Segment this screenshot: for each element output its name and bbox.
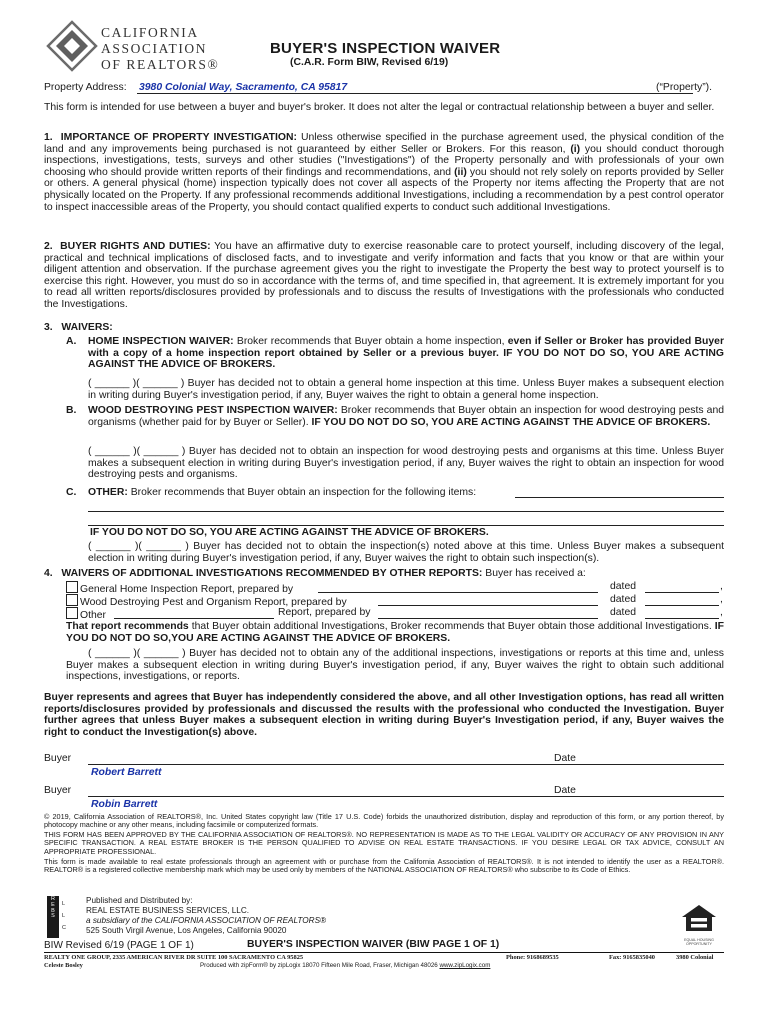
section-4-heading: WAIVERS OF ADDITIONAL INVESTIGATIONS RECOMMENDED BY OTHER REPORTS: [61,568,483,579]
report-preparer-line[interactable] [318,592,598,593]
zipform-link[interactable]: www.zipLogix.com [439,962,491,969]
office-fax: Fax: 9165835040 [609,954,655,961]
property-suffix: (“Property”). [656,82,712,93]
section-4-waiver [66,648,724,683]
rebs-letter: L [62,913,66,919]
office-address: REALTY ONE GROUP, 2335 AMERICAN RIVER DR SUITE 100 SACRAMENTO CA 95825 [44,954,304,961]
report-dated-label: dated [610,594,637,605]
report-date-line[interactable] [645,618,719,619]
rebs-logo [47,896,75,938]
equal-housing-icon [679,903,719,933]
section-3-heading: WAIVERS: [61,322,113,333]
report-other-line[interactable] [114,618,274,619]
date-label: Date [554,785,576,796]
comma: , [720,594,723,605]
buyer-name: Robin Barrett [91,799,158,810]
org-line: ASSOCIATION [101,41,208,56]
section-3c-heading: OTHER: [88,487,128,498]
section-2-number: 2. [44,241,53,252]
section-3b-warning: IF YOU DO NOT DO SO, YOU ARE ACTING AGAINST THE ADVICE OF BROKERS. [311,416,711,428]
section-3b-waiver-text: Buyer has decided not to obtain an inspection for wood destroying pests and organisms at this time. Unless Buyer makes a subsequent election in writing during Buyer's investigation period, if any, Buyer waives the right to obtain an inspection for wood destroying pests and organisms. [88,446,724,481]
property-address-label: Property Address: [44,82,127,93]
rebs-letter: R [51,896,55,902]
section-1-text: you should conduct thorough inspections, investigations, tests, surveys and other studies ("Investigations") of the Property personally and with professionals of your own choosing who should provide written reports of their findings and recommendations, and [44,143,724,178]
section-4-recommends-text: that Buyer obtain additional Investigations, Broker recommends that Buyer obtain those additional Investigations. [191,621,712,632]
report-date-line[interactable] [645,592,719,593]
signature-label: Buyer [44,785,72,796]
publisher-info [86,896,326,936]
date-line[interactable] [582,796,724,797]
publisher-line [86,916,326,926]
signature-label: Buyer [44,753,72,764]
signature-row [44,785,724,815]
report-label: General Home Inspection Report, prepared by [80,584,294,595]
org-line: OF REALTORS® [101,57,220,72]
section-3c-warning: IF YOU DO NOT DO SO, YOU ARE ACTING AGAINST THE ADVICE OF BROKERS. [90,527,489,538]
section-1-text: Unless otherwise specified in the purchase agreement used, the physical condition of the land and any improvements being purchased is not guaranteed by either Seller or Brokers. For this reason, [44,132,724,155]
section-3a-warning: even if Seller or Broker has provided Buyer with a copy of a home inspection report obtained by Seller or a previous buyer. IF YOU DO NOT DO SO, YOU ARE ACTING AGAINST THE ADVICE OF BROKERS. [88,336,724,371]
section-3c-waiver [88,541,724,564]
footer-row [44,938,724,952]
date-line[interactable] [582,764,724,765]
section-3a-heading: HOME INSPECTION WAIVER: [88,336,234,347]
section-2 [44,241,724,311]
report-row [66,594,726,607]
section-2-text: You have an affirmative duty to exercise reasonable care to protect yourself, including discovery of the legal, practical and technical implications of disclosed facts, and to investigate and verify information and facts that you know or that are within your diligent attention and observation. If the purchase agreement gives you the right to investigate the Property the best way to protect yourself is to exercise this right. However, you must do so in accordance with the terms of, and time specified in, that agreement. It is extremely important for you to read all written reports/disclosures provided by professionals and to discuss the results of Investigations with the professionals who conducted the Investigations. [44,241,724,310]
car-logo [46,20,98,74]
initials-field[interactable]: ( ______ )( ______ ) [88,446,186,457]
section-3b-waiver [88,446,724,481]
office-phone: Phone: 9168689535 [506,954,559,961]
initials-field[interactable]: ( ______ )( ______ ) [88,648,186,659]
form-subtitle: (C.A.R. Form BIW, Revised 6/19) [290,57,449,68]
report-row [66,581,726,594]
comma: , [720,581,723,592]
section-4-recommendation [66,621,724,644]
section-3c-input-line[interactable] [88,525,724,526]
publisher-line: REAL ESTATE BUSINESS SERVICES, LLC. [86,906,250,915]
rebs-logo-letters [62,898,74,934]
report-row [66,607,726,620]
report-label: Other [80,610,106,621]
rebs-letter: E [51,901,55,908]
section-3c-input-line[interactable] [88,511,724,512]
rebs-letter: B [51,907,55,914]
agent-name: Celeste Bosley [44,962,83,969]
section-3c-waiver-text: Buyer has decided not to obtain the inspection(s) noted above at this time. Unless Buyer makes a subsequent election in writing during Buyer's investigation period, if any, Buyer waives the right to obtain such inspection(s). [88,541,725,564]
section-3c-letter: C. [66,487,77,498]
report-preparer-line[interactable] [378,605,598,606]
section-4-recommends-label: That report recommends [66,621,189,632]
zipform-credit [200,962,490,969]
rebs-letter: C [62,925,66,931]
section-4-lead: Buyer has received a: [485,568,586,579]
section-3b-text: Broker recommends that Buyer obtain an inspection for wood destroying pests and organisms (whether paid for by Buyer or Seller). [88,405,724,428]
section-1-number: 1. [44,132,53,143]
office-ref: 3980 Colonial [676,954,714,961]
rebs-letter: S [51,913,55,920]
signature-row [44,753,724,783]
section-3b [88,405,724,428]
equal-housing-label: EQUAL HOUSING OPPORTUNITY [684,938,714,947]
property-address-value[interactable]: 3980 Colonial Way, Sacramento, CA 95817 [139,82,348,93]
publisher-line: Published and Distributed by: [86,896,193,905]
section-1-text: you should not rely solely on reports provided by Seller or others. A general physical (home) inspection typically does not cover all aspects of the Property nor items affecting the Property that are not physically located on the Property. If any professional recommends additional Investigations, including a recommendation by a pest control operator to inspect inaccessible areas of the Property, you should contact qualified experts to conduct such additional Investigations. [44,166,725,213]
section-4-warning: IF YOU DO NOT DO SO,YOU ARE ACTING AGAINST THE ADVICE OF BROKERS. [66,621,725,644]
legal-approval: THIS FORM HAS BEEN APPROVED BY THE CALIFORNIA ASSOCIATION OF REALTORS®. NO REPRESENTATION IS MADE AS TO THE LEGAL VALIDITY OR ACCURACY OF ANY PROVISION IN ANY SPECIFIC TRANSACTION. A REAL ESTATE BROKER IS THE PERSON QUALIFIED TO ADVISE ON REAL ESTATE TRANSACTIONS. IF YOU DESIRE LEGAL OR TAX ADVICE, CONSULT AN APPROPRIATE PROFESSIONAL. [44,830,724,856]
report-checkbox[interactable] [66,594,78,606]
section-3a [88,336,724,371]
publisher-line: 525 South Virgil Avenue, Los Angeles, California 90020 [86,926,287,935]
section-1 [44,132,724,213]
publisher-prefix: a subsidiary of the [86,916,153,925]
car-logo-icon [46,20,98,74]
buyer-name: Robert Barrett [91,767,162,778]
section-2-heading: BUYER RIGHTS AND DUTIES: [60,241,211,252]
date-label: Date [554,753,576,764]
section-3c [88,487,518,499]
comma: , [720,607,723,618]
section-4-heading-row [44,568,586,580]
equal-housing-logo [679,903,719,947]
section-3c-input-line[interactable] [515,497,724,498]
footer-divider [44,952,724,953]
rebs-letter: L [62,901,66,907]
form-title: BUYER'S INSPECTION WAIVER [270,40,501,57]
section-3-number: 3. [44,322,53,333]
org-line: CALIFORNIA [101,25,199,40]
section-1-heading: IMPORTANCE OF PROPERTY INVESTIGATION: [60,132,297,143]
rebs-logo-letters [48,897,58,920]
section-3b-letter: B. [66,405,77,416]
org-name [101,25,219,73]
report-checkbox[interactable] [66,607,78,619]
section-1-marker: (ii) [454,166,467,178]
section-3a-text: Broker recommends that Buyer obtain a home inspection, [236,336,505,347]
report-preparer-line[interactable] [378,618,598,619]
section-4-waiver-text: Buyer has decided not to obtain any of the additional inspections, investigations or reports at this time and, unless Buyer makes a subsequent election in writing during Buyer's investigation period, if any, Buyer waives the right to obtain such additional inspections, investigations, or reports. [66,648,725,683]
signature-line[interactable] [88,764,594,765]
publisher-org: CALIFORNIA ASSOCIATION OF REALTORS® [154,916,327,925]
section-3c-text: Broker recommends that Buyer obtain an inspection for the following items: [130,487,477,498]
report-dated-label: dated [610,607,637,618]
legal-availability: This form is made available to real estate professionals through an agreement with or purchase from the California Association of REALTORS®. It is not intended to identify the user as a REALTOR®. REALTOR® is a registered collective membership mark which may be used only by members of the NATIONAL ASSOCIATION OF REALTORS® who subscribe to its Code of Ethics. [44,857,724,875]
section-3-heading-row [44,322,113,334]
signature-line[interactable] [88,796,594,797]
report-label-2: Report, prepared by [278,607,371,618]
section-3a-letter: A. [66,336,77,347]
report-dated-label: dated [610,581,637,592]
zipform-produced: Produced with zipForm® by zipLogix 18070 Fifteen Mile Road, Fraser, Michigan 48026 [200,962,438,969]
section-3b-heading: WOOD DESTROYING PEST INSPECTION WAIVER: [88,405,338,416]
initials-field[interactable]: ( ______ )( ______ ) [88,541,189,552]
intro-paragraph: This form is intended for use between a buyer and buyer's broker. It does not alter the legal or contractual relationship between a buyer and seller. [44,102,715,113]
office-info-row [44,954,724,978]
property-address-row [44,82,724,95]
section-3a-waiver [88,378,724,401]
report-checkbox[interactable] [66,581,78,593]
report-date-line[interactable] [645,605,719,606]
property-address-underline [137,93,693,94]
legal-copyright: © 2019, California Association of REALTORS®, Inc. United States copyright law (Title 17 U.S. Code) forbids the unauthorized distribution, display and reproduction of this form, or any portion thereof, by photocopy machine or any other means, including facsimile or computerized formats. [44,812,724,830]
initials-field[interactable]: ( ______ )( ______ ) [88,378,185,389]
acknowledgment: Buyer represents and agrees that Buyer has independently considered the above, and all other Investigation options, has read all written reports/disclosures provided by professionals and discussed the results with the professional who conducted the Investigation. Buyer further agrees that unless Buyer makes a subsequent election in writing during Buyer's Investigation period, if any, Buyer waives the right to conduct the Investigation(s) above. [44,692,724,738]
section-4-number: 4. [44,568,53,579]
report-label: Wood Destroying Pest and Organism Report, prepared by [80,597,347,608]
footer-revision: BIW Revised 6/19 (PAGE 1 OF 1) [44,940,194,951]
section-1-marker: (i) [570,143,581,155]
footer-title: BUYER'S INSPECTION WAIVER (BIW PAGE 1 OF 1) [247,939,500,950]
section-3a-waiver-text: Buyer has decided not to obtain a general home inspection at this time. Unless Buyer makes a subsequent election in writing during Buyer's investigation period, if any, Buyer waives the right to obtain a general home inspection. [88,378,725,401]
